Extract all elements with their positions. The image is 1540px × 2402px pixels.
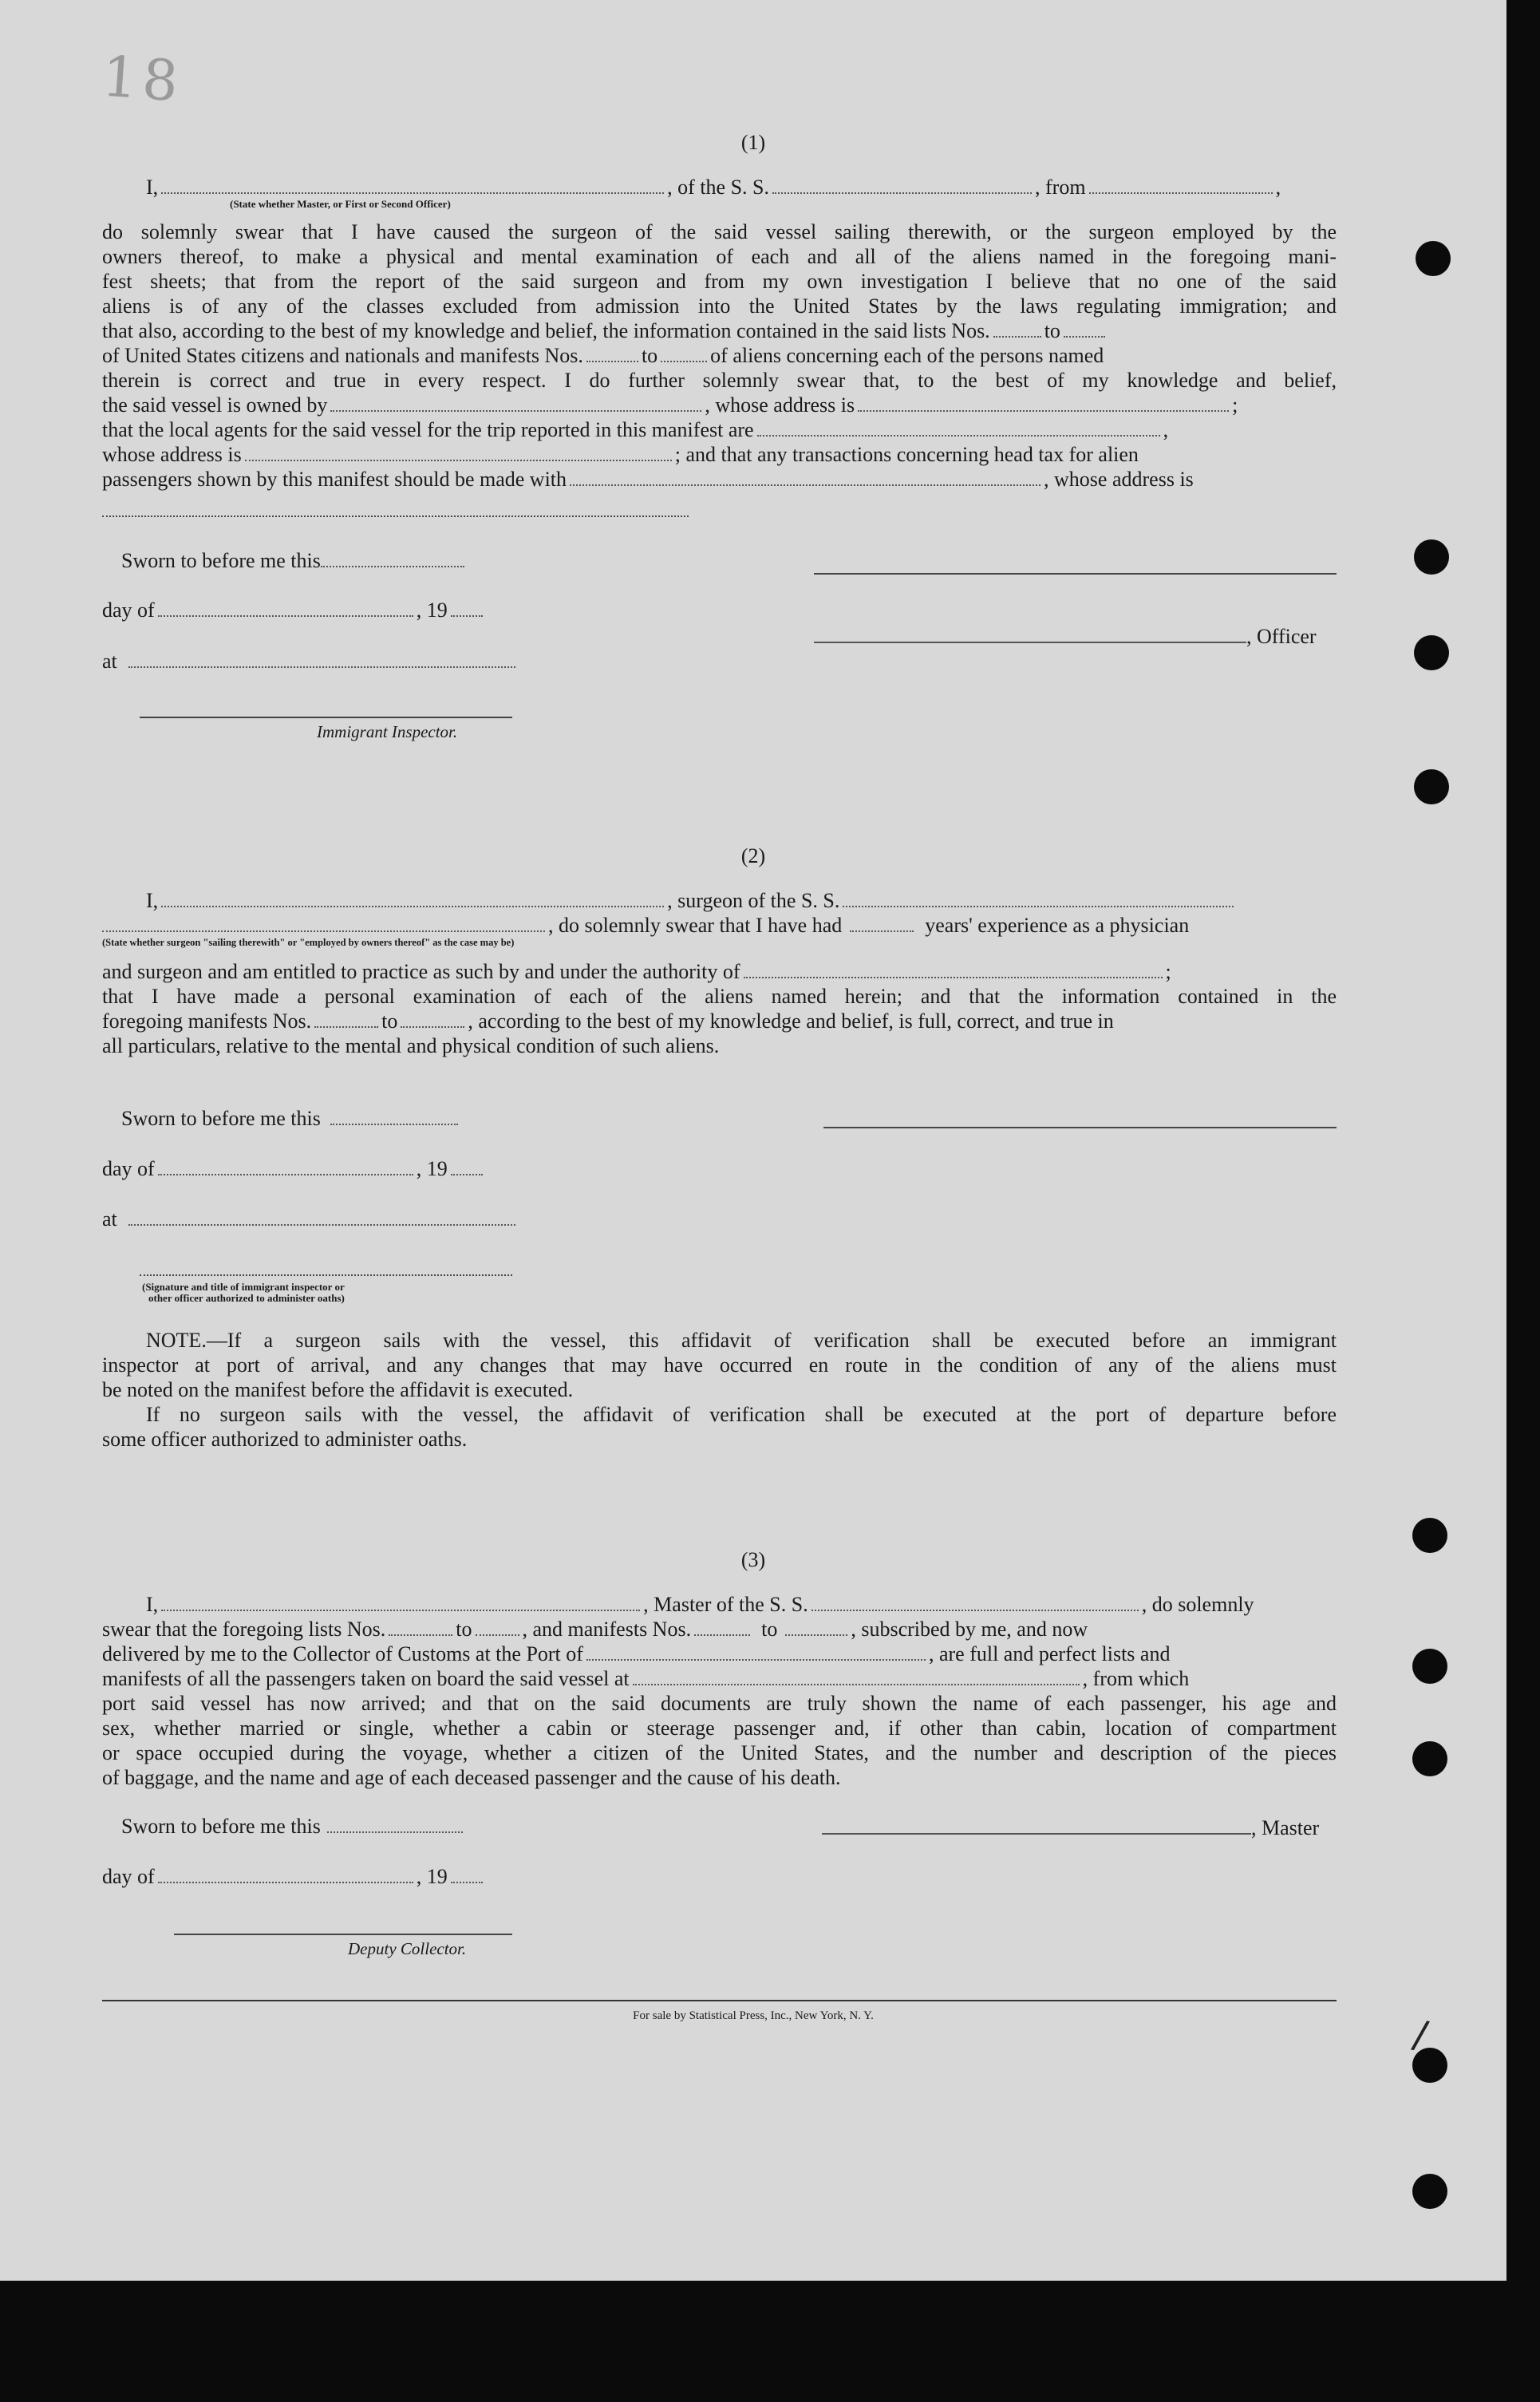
owner-field[interactable] (330, 396, 701, 412)
ship-name-field[interactable] (772, 178, 1032, 194)
head-tax-address-line[interactable] (102, 516, 689, 517)
master-ship-field[interactable] (811, 1595, 1139, 1611)
sworn-day-field-2[interactable] (330, 1109, 458, 1125)
surgeon-status-field[interactable] (102, 916, 545, 932)
at-place-field[interactable] (128, 652, 515, 668)
owner-address-field[interactable] (858, 396, 1229, 412)
manifest-from-field-2[interactable] (314, 1012, 378, 1028)
surgeon-ship-field[interactable] (843, 891, 1234, 907)
officer-name-field[interactable] (161, 178, 664, 194)
boarding-port-field[interactable] (633, 1669, 1080, 1685)
section-1-body-line: owners thereof, to make a physical and mental examination of each and all of the aliens named in the foregoing mani- (102, 245, 1337, 268)
footer-rule (102, 2000, 1337, 2001)
section-1-citizens-line: of United States citizens and nationals and manifests Nos. to of aliens concerning each of the persons named (102, 344, 1104, 367)
pencil-page-number: 18 (100, 43, 185, 115)
section-1-heading: (1) (740, 131, 766, 154)
punch-hole (1416, 241, 1451, 276)
section-3-body-line: sex, whether married or single, whether a cabin or steerage passenger and, if other than cabin, location of compartment (102, 1717, 1337, 1740)
head-tax-agent-field[interactable] (570, 470, 1040, 486)
years-field[interactable] (850, 916, 914, 932)
day-of-line-2: day of , 19 (102, 1157, 486, 1181)
section-2-body-line: that I have made a personal examination of each of the aliens named herein; and that the information contained in the (102, 985, 1337, 1008)
section-1-body-line: therein is correct and true in every respect. I do further solemnly swear that, to the best of my knowledge and belief, (102, 369, 1337, 392)
section-1-passengers-line: passengers shown by this manifest should be made with , whose address is (102, 468, 1194, 491)
sworn-day-field[interactable] (321, 551, 464, 567)
sworn-line-2: Sworn to before me this (121, 1107, 461, 1131)
signature-note: other officer authorized to administer oaths) (148, 1292, 345, 1304)
section-2-foregoing-line: foregoing manifests Nos. to , according to the best of my knowledge and belief, is full, correct, and true in (102, 1009, 1114, 1033)
agents-address-field[interactable] (245, 445, 672, 461)
section-3-line-3: delivered by me to the Collector of Customs at the Port of , are full and perfect lists and (102, 1642, 1171, 1665)
section-1-lists-line: that also, according to the best of my knowledge and belief, the information contained in the said lists Nos. to (102, 319, 1108, 343)
surgeon-note: (State whether surgeon "sailing therewith" or "employed by owners thereof" as the case may be) (102, 937, 515, 948)
collector-caption: Deputy Collector. (348, 1939, 467, 1958)
section-1-agents-address-line: whose address is ; and that any transactions concerning head tax for alien (102, 443, 1139, 466)
month-field[interactable] (158, 601, 413, 617)
month-field-2[interactable] (158, 1160, 413, 1175)
section-3-line-4: manifests of all the passengers taken on board the said vessel at , from which (102, 1667, 1190, 1690)
section-3-body-line: or space occupied during the voyage, whether a citizen of the United States, and the number and description of the pieces (102, 1741, 1337, 1764)
year-field-3[interactable] (451, 1867, 483, 1883)
collector-signature-line[interactable] (174, 1934, 512, 1935)
pencil-tick-mark: / (1409, 2011, 1431, 2059)
officer-note: (State whether Master, or First or Second Officer) (230, 198, 451, 210)
master-signature-field[interactable] (822, 1819, 1251, 1835)
section-2-body-line: all particulars, relative to the mental and physical condition of such aliens. (102, 1034, 720, 1057)
sworn-day-field-3[interactable] (327, 1817, 463, 1833)
section-3-body-line: of baggage, and the name and age of each deceased passenger and the cause of his death. (102, 1766, 841, 1789)
lists-from-field[interactable] (993, 322, 1041, 338)
at-line-2: at (102, 1207, 519, 1231)
section-2-heading: (2) (740, 844, 766, 867)
note-line: NOTE.—If a surgeon sails with the vessel, this affidavit of verification shall be executed before an immigrant (146, 1329, 1337, 1352)
master-name-field[interactable] (161, 1595, 640, 1611)
officer-signature-row: , Officer (814, 625, 1317, 649)
at-place-field-2[interactable] (128, 1210, 515, 1226)
authority-field[interactable] (744, 962, 1163, 978)
inspector-signature-line[interactable] (140, 717, 512, 718)
punch-hole (1412, 2174, 1447, 2209)
note-line: If no surgeon sails with the vessel, the affidavit of verification shall be executed at the port of departure before (146, 1403, 1337, 1426)
manifest-from-field[interactable] (586, 346, 638, 362)
manifest-to-field[interactable] (661, 346, 707, 362)
note-line: some officer authorized to administer oaths. (102, 1428, 468, 1451)
month-field-3[interactable] (158, 1867, 413, 1883)
customs-port-field[interactable] (586, 1645, 926, 1661)
section-1-owner-line: the said vessel is owned by , whose address is ; (102, 393, 1238, 417)
manifest-to-field-3[interactable] (785, 1620, 847, 1636)
day-of-line-1: day of , 19 (102, 599, 486, 622)
note-line: be noted on the manifest before the affidavit is executed. (102, 1378, 574, 1401)
agents-field[interactable] (757, 421, 1160, 437)
day-of-line-3: day of , 19 (102, 1865, 486, 1889)
section-3-line-1: I, , Master of the S. S. , do solemnly (146, 1593, 1254, 1616)
note-line: inspector at port of arrival, and any changes that may have occurred en route in the condition of any of the aliens must (102, 1353, 1337, 1377)
section-3-body-line: port said vessel has now arrived; and that on the said documents are truly shown the name of each passenger, his age and (102, 1692, 1337, 1715)
section-3-heading: (3) (740, 1548, 766, 1571)
punch-hole (1412, 1649, 1447, 1684)
sworn-line-3: Sworn to before me this (121, 1815, 466, 1839)
officer-signature-field[interactable] (814, 627, 1246, 643)
lists-from-field-3[interactable] (389, 1620, 452, 1636)
punch-hole (1412, 1741, 1447, 1776)
inspector-signature-line-2[interactable] (140, 1274, 512, 1276)
punch-hole (1414, 539, 1449, 575)
year-field[interactable] (451, 601, 483, 617)
signature-note: (Signature and title of immigrant inspector or (142, 1281, 345, 1293)
punch-hole (1414, 635, 1449, 670)
inspector-caption: Immigrant Inspector. (317, 722, 458, 741)
surgeon-name-field[interactable] (161, 891, 664, 907)
section-2-authority-line: and surgeon and am entitled to practice as such by and under the authority of ; (102, 960, 1171, 983)
lists-to-field-3[interactable] (476, 1620, 519, 1636)
surgeon-signature-line[interactable] (823, 1127, 1337, 1128)
at-line-1: at (102, 650, 519, 674)
sworn-line-1: Sworn to before me this (121, 549, 468, 573)
section-1-body-line: fest sheets; that from the report of the said surgeon and from my own investigation I believe that no one of the said (102, 270, 1337, 293)
manifest-from-field-3[interactable] (694, 1620, 750, 1636)
year-field-2[interactable] (451, 1160, 483, 1175)
section-1-body-line: aliens is of any of the classes excluded from admission into the United States by the laws regulating immigration; and (102, 294, 1337, 318)
punch-hole (1414, 769, 1449, 804)
section-2-line-2: , do solemnly swear that I have had years' experience as a physician (102, 914, 1189, 938)
master-signature-row: , Master (822, 1816, 1319, 1840)
from-port-field[interactable] (1089, 178, 1273, 194)
section-1-agents-line: that the local agents for the said vessel for the trip reported in this manifest are , (102, 418, 1169, 441)
printer-footer: For sale by Statistical Press, Inc., New York, N. Y. (633, 2009, 874, 2022)
section-3-line-2: swear that the foregoing lists Nos. to , and manifests Nos. to , subscribed by me, and now (102, 1618, 1088, 1641)
section-1-line-1: I, , of the S. S. , from , (146, 176, 1281, 199)
manifest-to-field-2[interactable] (401, 1012, 464, 1028)
officer-signature-line-upper[interactable] (814, 573, 1337, 575)
section-2-line-1: I, , surgeon of the S. S. (146, 889, 1237, 913)
section-1-body-line: do solemnly swear that I have caused the surgeon of the said vessel sailing therewith, or the surgeon employed by the (102, 220, 1337, 243)
lists-to-field[interactable] (1064, 322, 1105, 338)
